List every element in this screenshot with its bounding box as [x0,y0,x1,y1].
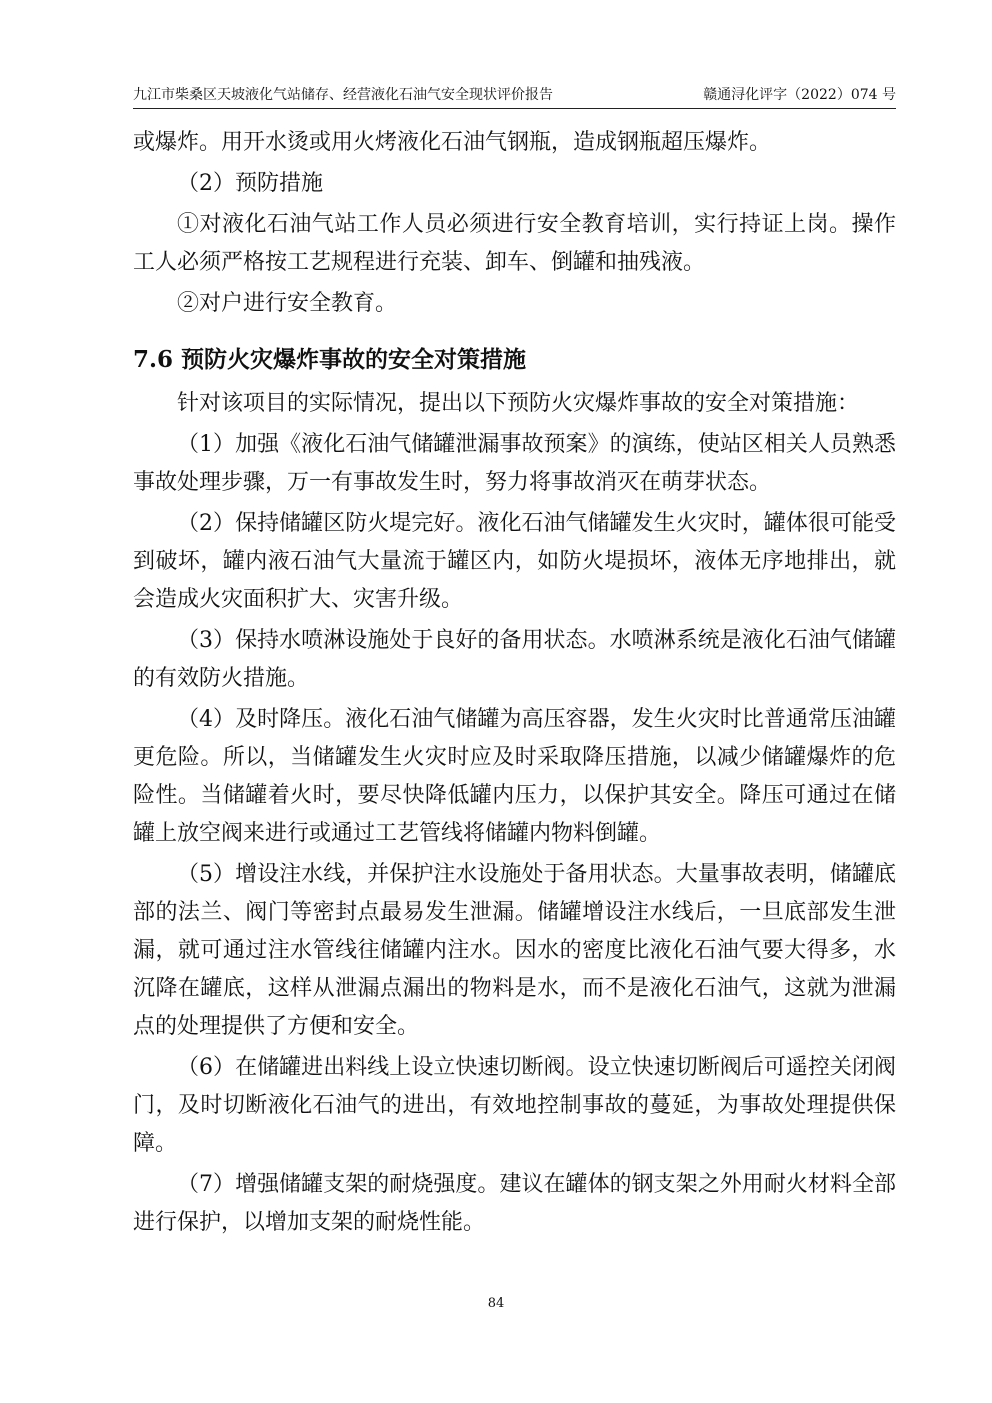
page-number: 84 [487,1296,505,1311]
paragraph: （7）增强储罐支架的耐烧强度。建议在罐体的钢支架之外用耐火材料全部进行保护，以增加支架的耐烧性能。 [133,1172,896,1235]
paragraph: ②对户进行安全教育。 [177,291,398,316]
document-number: 赣通浔化评字（2022）074 号 [703,87,896,103]
section-heading: 7.6 预防火灾爆炸事故的安全对策措施 [133,346,527,373]
paragraph: ①对液化石油气站工作人员必须进行安全教育培训，实行持证上岗。操作工人必须严格按工艺规程进行充装、卸车、倒罐和抽残液。 [133,212,896,275]
paragraph: （6）在储罐进出料线上设立快速切断阀。设立快速切断阀后可遥控关闭阀门，及时切断液化石油气的进出，有效地控制事故的蔓延，为事故处理提供保障。 [133,1055,896,1156]
paragraph: （1）加强《液化石油气储罐泄漏事故预案》的演练，使站区相关人员熟悉事故处理步骤，万一有事故发生时，努力将事故消灭在萌芽状态。 [133,432,896,495]
paragraph: 针对该项目的实际情况，提出以下预防火灾爆炸事故的安全对策措施： [177,391,860,416]
report-title: 九江市柴桑区天坡液化气站储存、经营液化石油气安全现状评价报告 [133,87,553,103]
paragraph: （3）保持水喷淋设施处于良好的备用状态。水喷淋系统是液化石油气储罐的有效防火措施。 [133,628,896,691]
page-header [133,86,896,109]
paragraph-continuation: 或爆炸。用开水烫或用火烤液化石油气钢瓶，造成钢瓶超压爆炸。 [133,130,772,155]
paragraph: （5）增设注水线，并保护注水设施处于备用状态。大量事故表明，储罐底部的法兰、阀门等密封点最易发生泄漏。储罐增设注水线后，一旦底部发生泄漏，就可通过注水管线往储罐内注水。因水的密度比液化石油气要大得多，水沉降在罐底，这样从泄漏点漏出的物料是水，而不是液化石油气，这就为泄漏点的处理提供了方便和安全。 [133,862,896,1039]
document-body [133,124,896,1245]
paragraph-subheading: （2）预防措施 [177,171,323,196]
paragraph: （4）及时降压。液化石油气储罐为高压容器，发生火灾时比普通常压油罐更危险。所以，当储罐发生火灾时应及时采取降压措施，以减少储罐爆炸的危险性。当储罐着火时，要尽快降低罐内压力，以保护其安全。降压可通过在储罐上放空阀来进行或通过工艺管线将储罐内物料倒罐。 [133,707,896,846]
paragraph: （2）保持储罐区防火堤完好。液化石油气储罐发生火灾时，罐体很可能受到破坏，罐内液石油气大量流于罐区内，如防火堤损坏，液体无序地排出，就会造成火灾面积扩大、灾害升级。 [133,511,896,612]
